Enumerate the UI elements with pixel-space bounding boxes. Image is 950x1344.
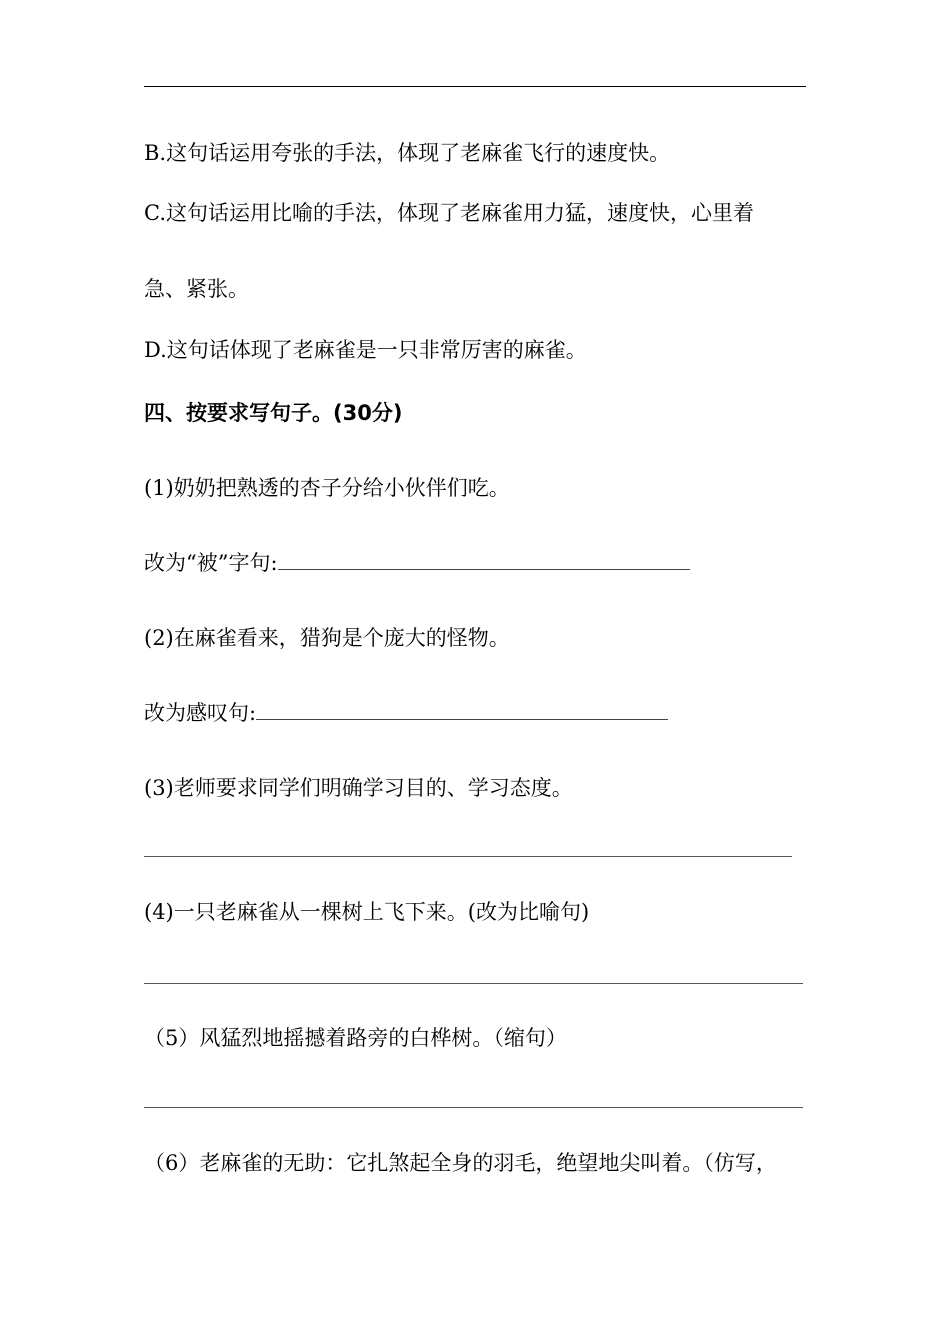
option-c-line-2: 急、紧张。 — [144, 277, 249, 301]
option-b: B.这句话运用夸张的手法，体现了老麻雀飞行的速度快。 — [144, 141, 671, 165]
question-1: (1)奶奶把熟透的杏子分给小伙伴们吃。 — [144, 476, 510, 500]
question-2-answer-blank[interactable] — [256, 701, 668, 720]
question-2-prompt: 改为感叹句: — [144, 701, 257, 725]
question-3-answer-line[interactable] — [144, 856, 792, 857]
section-heading: 四、按要求写句子。(30分) — [144, 401, 403, 425]
question-4-answer-line[interactable] — [144, 983, 803, 984]
question-6: （6）老麻雀的无助：它扎煞起全身的羽毛，绝望地尖叫着。（仿写， — [144, 1151, 777, 1175]
question-2: (2)在麻雀看来，猎狗是个庞大的怪物。 — [144, 626, 510, 650]
question-3: (3)老师要求同学们明确学习目的、学习态度。 — [144, 776, 573, 800]
option-d: D.这句话体现了老麻雀是一只非常厉害的麻雀。 — [144, 338, 587, 362]
top-rule — [144, 86, 806, 87]
question-5-answer-line[interactable] — [144, 1107, 803, 1108]
question-1-answer-blank[interactable] — [278, 551, 690, 570]
question-5: （5）风猛烈地摇撼着路旁的白桦树。（缩句） — [144, 1026, 567, 1050]
question-2-answer-row — [144, 699, 668, 727]
option-c-line-1: C.这句话运用比喻的手法，体现了老麻雀用力猛，速度快，心里着 — [144, 201, 754, 225]
question-1-prompt: 改为“被”字句: — [144, 551, 278, 575]
question-1-answer-row — [144, 549, 690, 577]
question-4: (4)一只老麻雀从一棵树上飞下来。(改为比喻句) — [144, 900, 590, 924]
